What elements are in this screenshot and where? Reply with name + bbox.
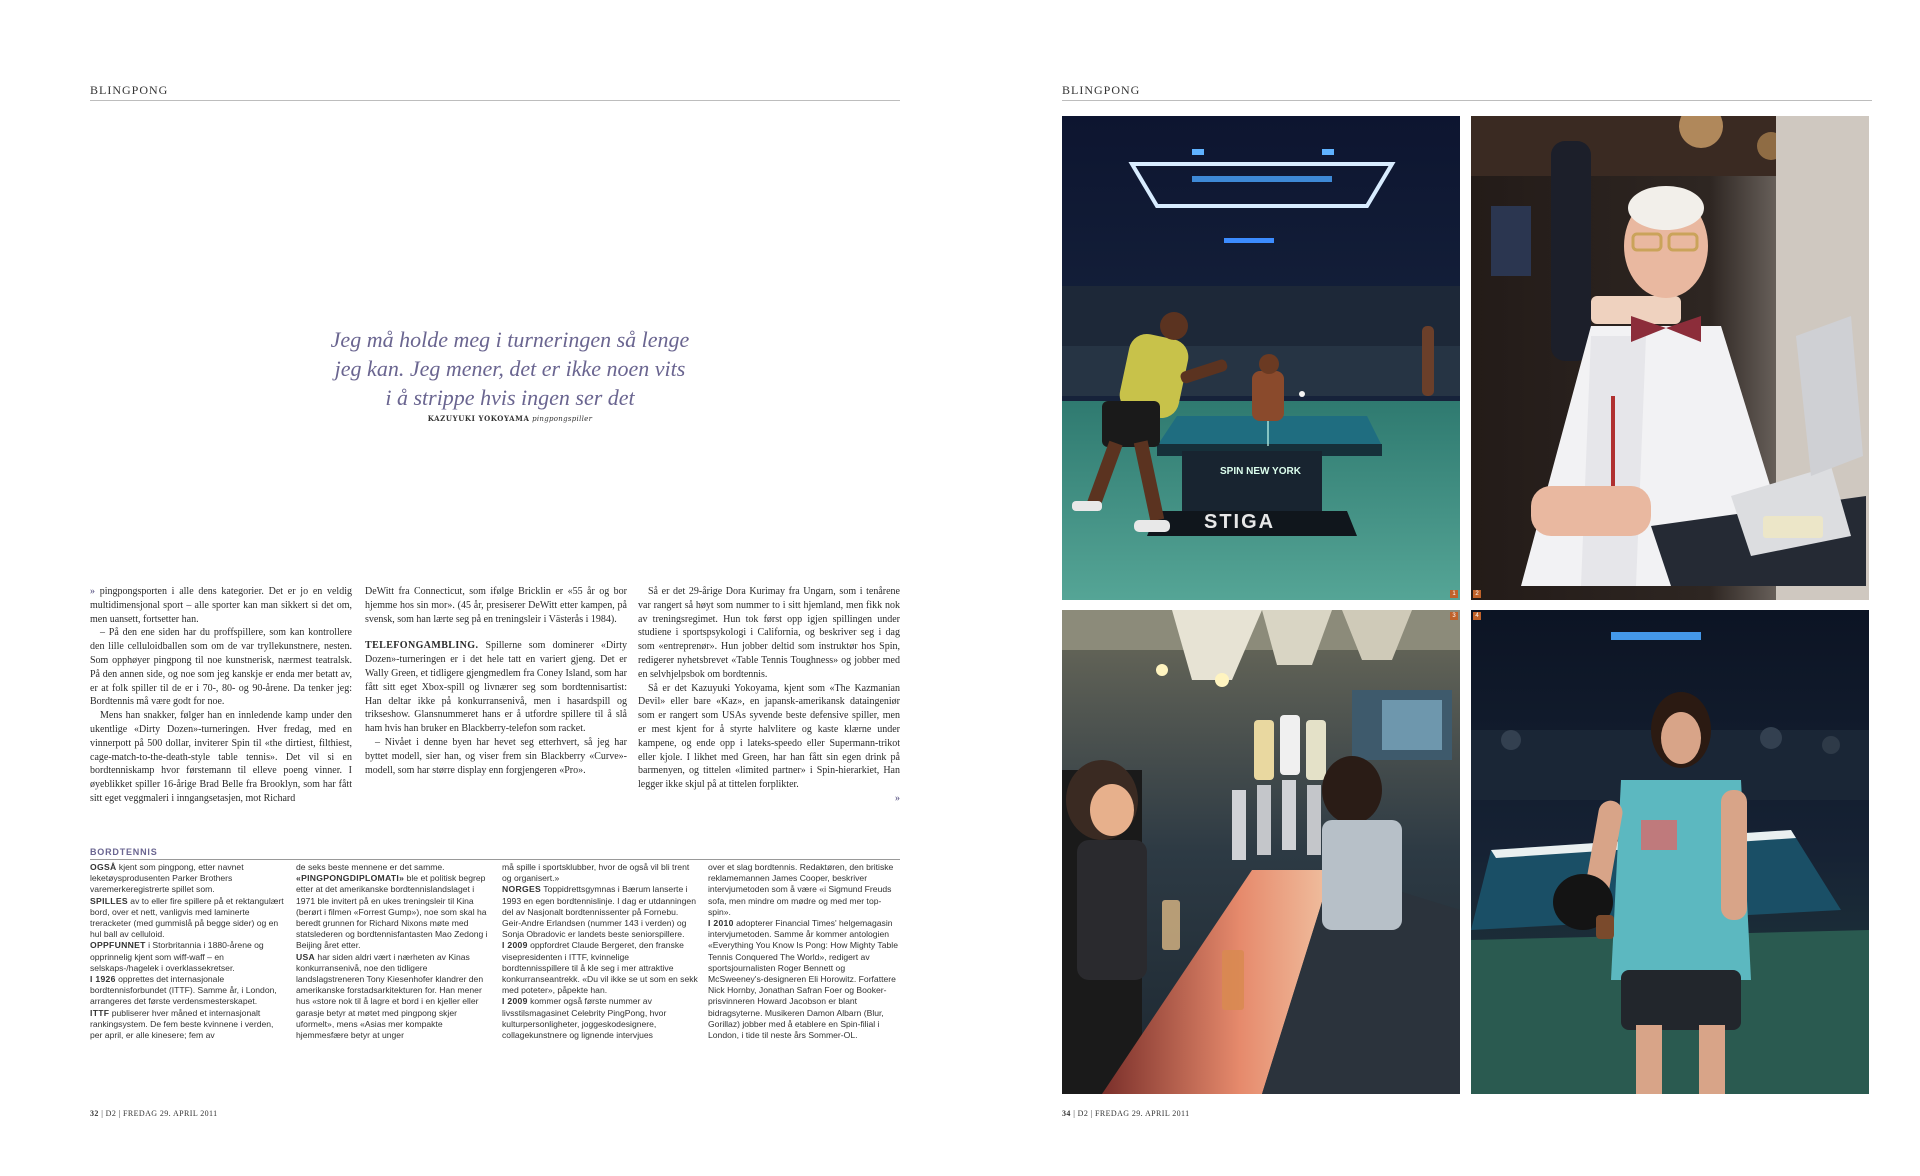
- paragraph: Så er det Kazuyuki Yokoyama, kjent som «The Kazmanian Devil» eller bare «Kaz», en japansk-amerikansk dataingeniør som er rangert som USAs syvende beste defensive spiller, men er mest kjent for å styrte halvlitere og kaste klærne under kampene, og ende opp i lateks-speedo eller Supermann-trikot eller kjole. I likhet med Green, har han fått sin egen drink på barmenyen, og tittelen «limited partner» i Spin-hierarkiet, Han legger ikke skjul på at tittelen forplikter.: [638, 682, 900, 791]
- fact-item: USA har siden aldri vært i nærheten av Kinas konkurransenivå, noe den tidligere landslagstreneren Tony Kiesenhofer klandrer den amerikanske forstadsarkitekturen for. Han mener hus «store nok til å lagre et bord i en kjeller eller garasje betyr at møtet med pingpong skjer uformelt», mens «Asias mer kompakte hjemmesfære betyr at unger: [296, 951, 484, 1041]
- quote-author: KAZUYUKI YOKOYAMA: [427, 414, 530, 423]
- quote-author-role: pingpongspiller: [532, 415, 593, 423]
- header-rule-right: [1062, 100, 1872, 101]
- factbox-column-4: [708, 862, 900, 1041]
- fact-item: «PINGPONGDIPLOMATI» ble et politisk begrep etter at det amerikanske bordtennislandslaget i 1971 ble invitert på en ukes treningsleir til Kina (berørt i filmen «Forrest Gump»), noe som skal ha beredt grunnen for Richard Nixons møte med statslederen og bordtennisfantasten Mao Zedong i Beijing året etter.: [296, 873, 488, 951]
- pull-quote-line: jeg kan. Jeg mener, det er ikke noen vits: [334, 356, 686, 381]
- pull-quote-text: [300, 325, 720, 412]
- subhead: TELEFONGAMBLING.: [365, 640, 479, 652]
- photo-number: 4: [1473, 612, 1481, 620]
- body-column-3: [638, 585, 900, 806]
- body-column-2: [365, 585, 627, 777]
- paragraph: Så er det 29-årige Dora Kurimay fra Ungarn, som i tenårene var rangert så høyt som nummer to i sitt hjemland, men fikk nok av treningsregimet. Hun tok først opp igjen spillingen under studiene i sportspsykologi i California, og beskriver seg i dag som «entreprenør». Hun jobber deltid som instruktør hos Spin, redigerer nyhetsbrevet «Table Tennis Toughness» og jobber med en selvhjelpsbok om bordtennis.: [638, 586, 900, 680]
- fact-item: de seks beste mennene er det samme.: [296, 862, 445, 872]
- page-number: 34: [1062, 1109, 1071, 1118]
- photo-man-laptop: [1471, 116, 1869, 600]
- factbox-title: BORDTENNIS: [90, 847, 158, 857]
- header-rule-left: [90, 100, 900, 101]
- photo-number: 2: [1473, 590, 1481, 598]
- paragraph: » pingpongsporten i alle dens kategorier. Det er jo en veldig multidimensjonal sport – alle sporter kan man sikkert si det om, men uansett, fortsetter han.: [90, 586, 352, 625]
- paragraph: Mens han snakker, følger han en innledende kamp under den ukentlige «Dirty Dozen»-turneringen. Hver fredag, med en vinnerpott på 500 dollar, inviterer Spin til «the dirtiest, filthiest, cage-match-to-the-death-style table tennis». Det vil si en bordtenniskamp hvor førstemann til elleve poeng vinner. I øyeblikket spiller 16-årige Brad Belle fra Brooklyn, som har fått sitt eget veggmaleri i inngangsetasjen, mot Richard: [90, 710, 352, 804]
- fact-item: over et slag bordtennis. Redaktøren, den britiske reklamemannen James Cooper, beskriver intervjumetoden som å være «i Sigmund Freuds sofa, men mindre om mødre og med mer top-spin».: [708, 862, 894, 917]
- fact-item: OGSÅ kjent som pingpong, etter navnet leketøysprodusenten Parker Brothers varemerkeregistrerte spillet som.: [90, 862, 244, 895]
- paragraph: TELEFONGAMBLING. Spillerne som dominerer «Dirty Dozen»-turneringen er i det hele tatt en variert gjeng. Det er Wally Green, et tidligere gjengmedlem fra Coney Island, som har fått sitt eget Xbox-spill og livnærer seg som bordtennisartist: Han deltar ikke på konkurransenivå, men i hasardspill og trikseshow. Glansnummeret hans er å utfordre spillere til å slå ham hvis han bruker en Blackberry-telefon som racket.: [365, 640, 627, 735]
- pull-quote-line: Jeg må holde meg i turneringen så lenge: [330, 327, 690, 352]
- table-net-text: SPIN NEW YORK: [1220, 466, 1301, 477]
- factbox-column-3: [502, 862, 698, 1041]
- photo-pingpong-player: [1062, 116, 1460, 600]
- photo-number: 1: [1450, 590, 1458, 598]
- pull-quote-attribution: [300, 414, 720, 423]
- fact-item: NORGES Toppidrettsgymnas i Bærum lanserte i 1993 en egen bordtennislinje. I dag er utdanningen del av Nasjonalt bordtennissenter på Fornebu. Geir-Andre Erlandsen (nummer 143 i verden) og Sonja Obradovic er landets beste seniorspillere.: [502, 884, 696, 940]
- fact-item: I 2009 kommer også første nummer av livsstilsmagasinet Celebrity PingPong, hvor kulturpersonligheter, joggeskodesignere, collagekunstnere og lignende intervjues: [502, 996, 667, 1041]
- section-label-right: BLINGPONG: [1062, 83, 1141, 97]
- pull-quote: [300, 325, 720, 423]
- fact-item: må spille i sportsklubber, hvor de også vil bli trent og organisert.»: [502, 862, 690, 884]
- fact-item: SPILLES av to eller fire spillere på et rektangulært bord, over et nett, vanligvis med laminerte treracketer (med gummislå på begge sider) og en hul ball av celluloid.: [90, 895, 284, 940]
- photo-number: 3: [1450, 612, 1458, 620]
- fact-item: ITTF publiserer hver måned et internasjonalt rankingsystem. De fem beste kvinnene i verden, per april, er alle kinesere; fem av: [90, 1007, 274, 1041]
- folio-left: 32 | D2 | FREDAG 29. APRIL 2011: [90, 1109, 218, 1118]
- folio-right: 34 | D2 | FREDAG 29. APRIL 2011: [1062, 1109, 1190, 1118]
- factbox-column-1: [90, 862, 286, 1041]
- paragraph: DeWitt fra Connecticut, som ifølge Bricklin er «55 år og bor hjemme hos sin mor». (45 år, presiserer DeWitt etter kampen, på svensk, som han lærte seg på en treningsleir i Västerås i 1984).: [365, 586, 627, 625]
- fact-item: I 1926 opprettes det internasjonale bordtennisforbundet (ITTF). Samme år, i London, arrangeres det første verdensmesterskapet.: [90, 974, 277, 1007]
- fact-item: I 2009 oppfordret Claude Bergeret, den franske visepresidenten i ITTF, kvinnelige bordtennisspillere til å kle seg i mer attraktive konkurranseantrekk. «Du vil ikke se ut som en sekk med poteter», påpekte han.: [502, 940, 698, 996]
- paragraph: – Nivået i denne byen har hevet seg etterhvert, så jeg har byttet modell, sier han, og viser frem sin Blackberry «Curve»-modell, som har større display enn forgjengeren «Pro».: [365, 736, 627, 776]
- continued-marker: »: [90, 586, 95, 597]
- page-number: 32: [90, 1109, 99, 1118]
- fact-item: OPPFUNNET i Storbritannia i 1880-årene og opprinnelig kjent som wiff-waff – en selskaps-/hagelek i overklassekretser.: [90, 940, 264, 973]
- factbox-rule: [90, 859, 900, 860]
- end-marker: »: [895, 792, 900, 804]
- paragraph: – På den ene siden har du proffspillere, som kan kontrollere den lille celluloidballen som om de var tryllekunstnere, nesten. Som opphøyer pingpong til noe kunstnerisk, nærmest teatralsk. På den annen side, og noe som jeg kanskje er enda mer betatt av, er at folk spiller til de er i 70-, 80- og 90-årene. Da tenker jeg: Bordtennis må være godt for noe.: [90, 627, 352, 708]
- section-label-left: BLINGPONG: [90, 83, 169, 97]
- photo-woman-paddle: [1471, 610, 1869, 1094]
- photo-bar: [1062, 610, 1460, 1094]
- fact-item: I 2010 adopterer Financial Times' helgemagasin intervjumetoden. Samme år kommer antologien «Everything You Know Is Pong: How Mighty Table Tennis Conquered The World», redigert av sportsjournalisten Roger Bennett og McSweeney's-designeren Eli Horowitz. Forfattere Nick Hornby, Jonathan Safran Foer og Booker-prisvinneren Howard Jacobson er blant bidragsyterne. Musikeren Damon Albarn (Blur, Gorillaz) jobber med å etablere en Spin-filial i London, i tide til neste års Sommer-OL.: [708, 918, 898, 1041]
- table-base-text: STIGA: [1204, 511, 1276, 533]
- pull-quote-line: i å strippe hvis ingen ser det: [385, 385, 635, 410]
- factbox-column-2: [296, 862, 492, 1041]
- body-column-1: [90, 585, 352, 806]
